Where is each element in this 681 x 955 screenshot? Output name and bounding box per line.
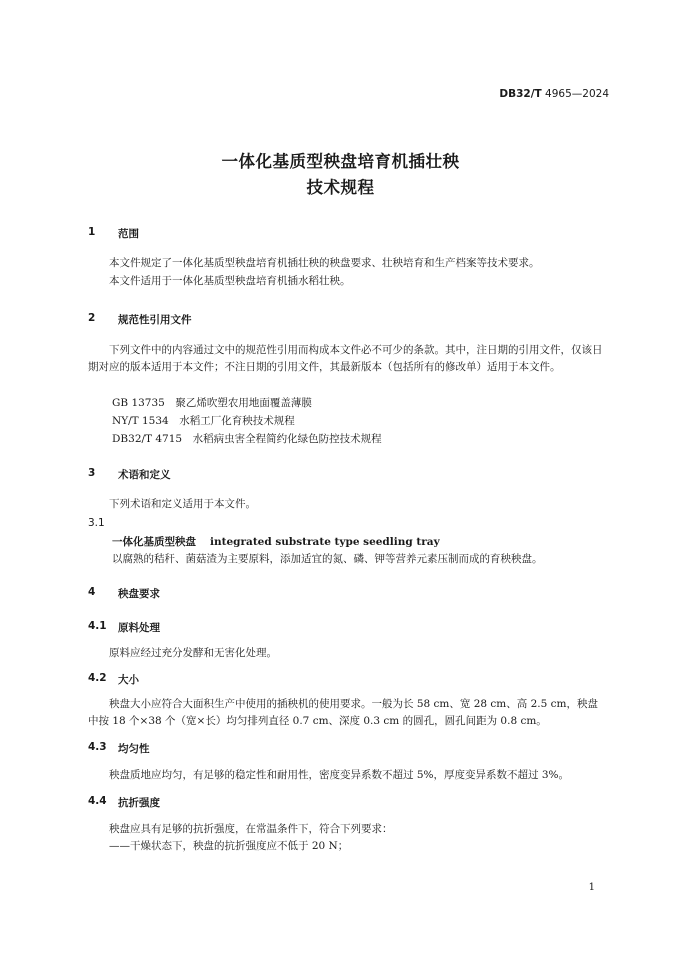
section-2-heading bbox=[88, 312, 608, 327]
document-title-line1: 一体化基质型秧盘培育机插壮秧 bbox=[221, 152, 460, 171]
standard-number: 4965—2024 bbox=[541, 88, 609, 100]
section-3-paragraph: 下列术语和定义适用于本文件。 bbox=[109, 498, 256, 510]
subsection-number: 4.2 bbox=[88, 672, 107, 684]
reference-item bbox=[112, 413, 295, 428]
section-4-heading bbox=[88, 586, 608, 601]
standard-code bbox=[499, 88, 609, 100]
term-number: 3.1 bbox=[88, 517, 105, 529]
page-number: 1 bbox=[588, 882, 595, 893]
subsection-title: 抗折强度 bbox=[118, 797, 160, 809]
section-4-2-paragraph: 秧盘大小应符合大面积生产中使用的插秧机的使用要求。一般为长 58 cm、宽 28 cm、高 2.5 cm，秧盘中按 18 个×38 个（宽×长）均匀排列直径 0.7 cm、深度 0.3 cm 的圆孔，圆孔间距为 0.8 cm。 bbox=[88, 698, 598, 727]
section-number: 4 bbox=[88, 586, 96, 598]
section-4-3-paragraph: 秧盘质地应均匀，有足够的稳定性和耐用性，密度变异系数不超过 5%，厚度变异系数不超过 3%。 bbox=[109, 769, 569, 781]
reference-name: 聚乙烯吹塑农用地面覆盖薄膜 bbox=[175, 397, 312, 409]
term-english: integrated substrate type seedling tray bbox=[210, 536, 440, 548]
section-2-paragraph: 下列文件中的内容通过文中的规范性引用而构成本文件必不可少的条款。其中，注日期的引用文件，仅该日期对应的版本适用于本文件；不注日期的引用文件，其最新版本（包括所有的修改单）适用于本文件。 bbox=[88, 344, 603, 373]
section-4-3-heading bbox=[88, 741, 608, 756]
reference-code: DB32/T 4715 bbox=[112, 433, 183, 445]
section-1-paragraph-1: 本文件规定了一体化基质型秧盘培育机插壮秧的秧盘要求、壮秧培育和生产档案等技术要求。 bbox=[109, 257, 540, 269]
subsection-number: 4.4 bbox=[88, 795, 107, 807]
subsection-number: 4.3 bbox=[88, 741, 107, 753]
standard-prefix: DB32/T bbox=[499, 88, 542, 100]
section-title: 范围 bbox=[118, 228, 139, 240]
reference-name: 水稻病虫害全程简约化绿色防控技术规程 bbox=[192, 433, 382, 445]
term-definition: 以腐熟的秸秆、菌菇渣为主要原料，添加适宜的氮、磷、钾等营养元素压制而成的育秧秧盘。 bbox=[112, 553, 543, 565]
section-4-4-paragraph-2: ——干燥状态下，秧盘的抗折强度应不低于 20 N； bbox=[109, 840, 349, 852]
section-title: 秧盘要求 bbox=[118, 588, 160, 600]
subsection-number: 4.1 bbox=[88, 620, 107, 632]
section-number: 2 bbox=[88, 312, 96, 324]
section-4-4-paragraph-1: 秧盘应具有足够的抗折强度，在常温条件下，符合下列要求： bbox=[109, 823, 393, 835]
term-heading bbox=[112, 534, 440, 549]
section-title: 术语和定义 bbox=[118, 469, 171, 481]
section-3-heading bbox=[88, 467, 608, 482]
section-4-1-paragraph: 原料应经过充分发酵和无害化处理。 bbox=[109, 647, 277, 659]
document-title-line2: 技术规程 bbox=[306, 178, 375, 197]
reference-item bbox=[112, 395, 312, 410]
subsection-title: 原料处理 bbox=[118, 622, 160, 634]
section-title: 规范性引用文件 bbox=[118, 314, 192, 326]
section-number: 3 bbox=[88, 467, 96, 479]
section-number: 1 bbox=[88, 226, 96, 238]
subsection-title: 均匀性 bbox=[118, 743, 150, 755]
reference-code: NY/T 1534 bbox=[112, 415, 169, 427]
section-4-2-heading bbox=[88, 672, 608, 687]
section-4-1-heading bbox=[88, 620, 608, 635]
subsection-title: 大小 bbox=[118, 674, 139, 686]
reference-item bbox=[112, 431, 382, 446]
reference-name: 水稻工厂化育秧技术规程 bbox=[179, 415, 295, 427]
section-1-paragraph-2: 本文件适用于一体化基质型秧盘培育机插水稻壮秧。 bbox=[109, 275, 351, 287]
section-1-heading bbox=[88, 226, 608, 241]
term-chinese: 一体化基质型秧盘 bbox=[112, 536, 196, 548]
section-4-4-heading bbox=[88, 795, 608, 810]
reference-code: GB 13735 bbox=[112, 397, 165, 409]
